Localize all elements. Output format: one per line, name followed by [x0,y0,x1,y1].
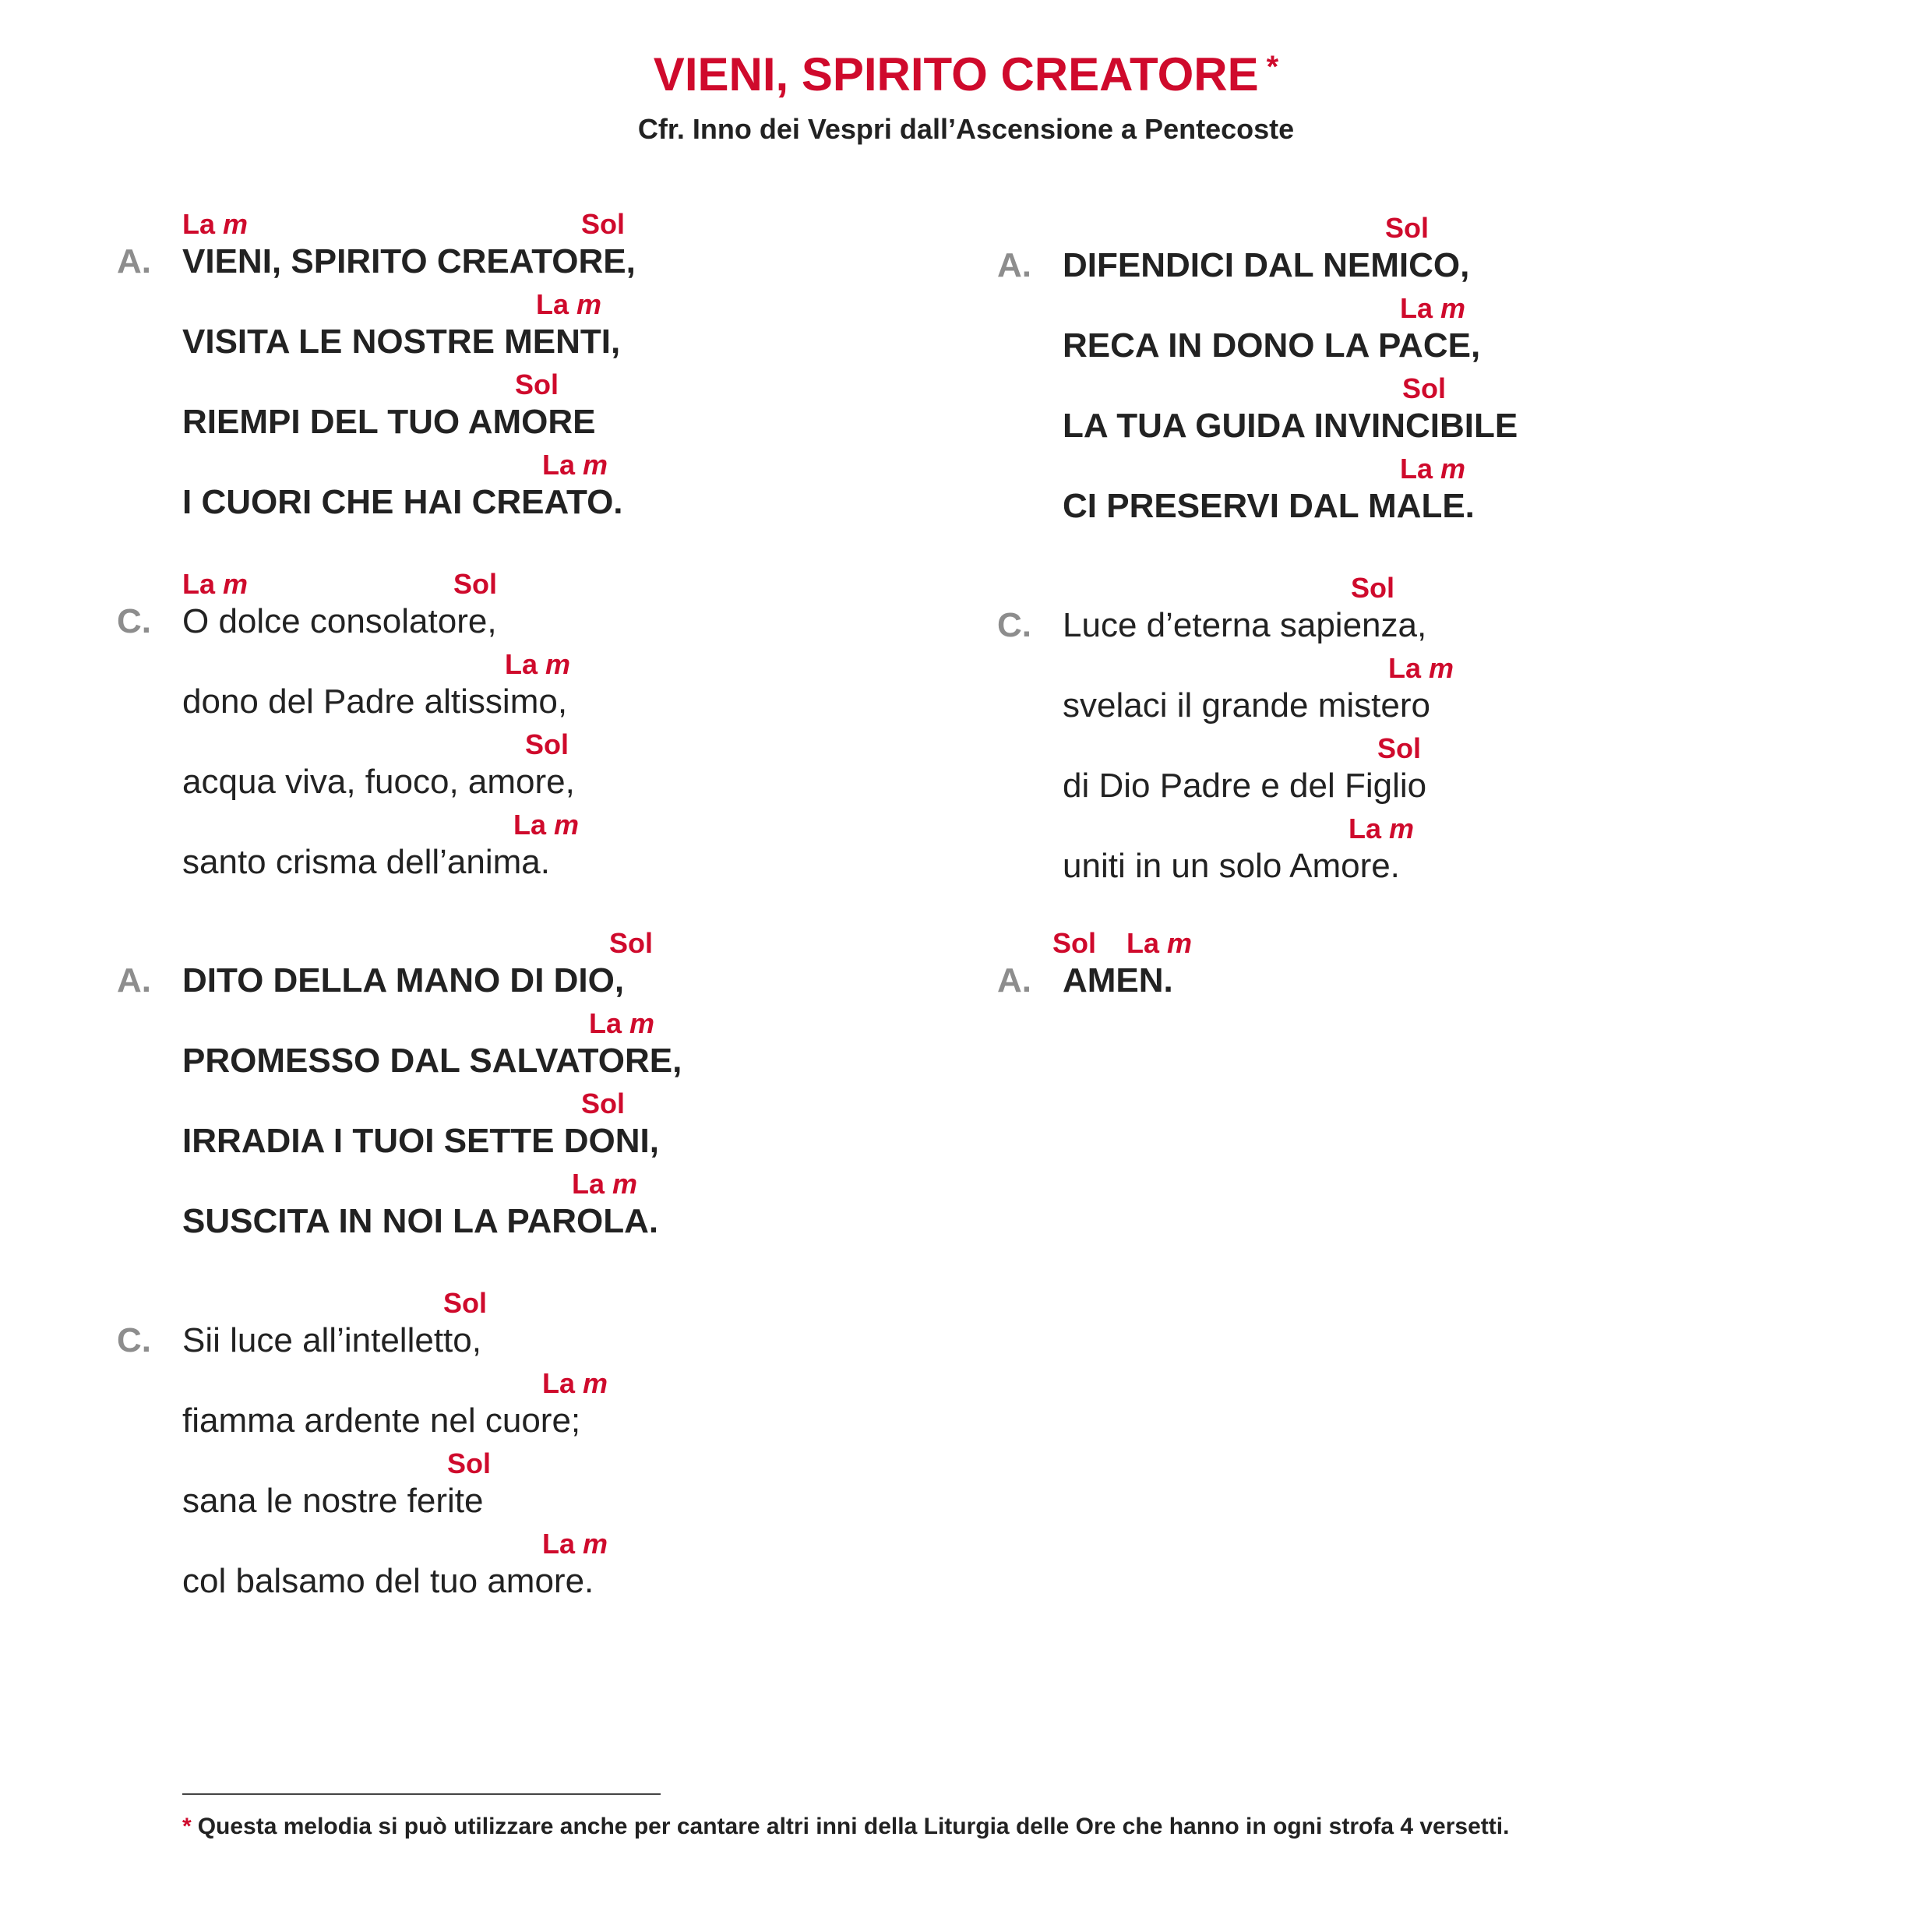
chord-root: La [513,809,547,841]
chord-label [1402,372,1447,404]
chord-root: La [182,208,216,240]
chord-mode: m [1389,813,1415,844]
lyric-text: acqua viva, fuoco, amore, [182,763,575,801]
chord-label [182,210,248,238]
chord-root: Sol [525,728,569,760]
speaker-label: C. [117,602,151,640]
chord-root: Sol [453,568,498,600]
chord-label [1349,815,1414,843]
chord-root: Sol [1385,212,1430,244]
chord-mode: m [1440,453,1466,485]
chord-label [447,1447,492,1479]
chord-mode: m [1440,292,1466,324]
footnote [182,1815,1509,1839]
lyric-text: RIEMPI DEL TUO AMORE [182,403,596,441]
chord-label [609,929,653,957]
chord-root: La [182,568,216,600]
chord-mode: m [583,449,608,481]
lyric-text: VIENI, SPIRITO CREATORE, [182,242,636,280]
speaker-label: A. [117,242,151,280]
chord-label [1126,929,1192,957]
lyric-text: IRRADIA I TUOI SETTE DONI, [182,1122,659,1160]
chord-label [572,1170,637,1198]
lyric-text: PROMESSO DAL SALVATORE, [182,1042,682,1080]
chord-mode: m [223,568,249,600]
chord-label [542,1530,608,1558]
speaker-label: A. [117,961,151,999]
chord-label [525,728,569,760]
chord-root: Sol [1402,372,1447,404]
chord-root: La [1349,813,1382,844]
footnote-mark: * [182,1814,192,1839]
chord-root: La [1400,453,1433,485]
chord-mode: m [1429,652,1454,684]
speaker-label: A. [997,246,1031,284]
chord-label [589,1007,655,1039]
chord-root: La [536,288,569,320]
page-title [0,48,1932,100]
chord-root: Sol [447,1447,492,1479]
chord-label [536,288,602,320]
lyric-text: I CUORI CHE HAI CREATO. [182,483,623,521]
speaker-label: C. [997,606,1031,644]
lyric-text: di Dio Padre e del Figlio [1063,767,1427,805]
chord-root: Sol [1351,572,1395,604]
lyric-text: dono del Padre altissimo, [182,682,568,721]
chord-label [1052,929,1096,957]
speaker-label: C. [117,1321,151,1359]
chord-mode: m [545,648,571,680]
chord-mode: m [612,1168,638,1200]
chord-label [182,570,248,598]
lyric-text: AMEN. [1063,961,1173,999]
chord-root: La [572,1168,605,1200]
lyric-text: uniti in un solo Amore. [1063,847,1400,885]
chord-root: La [1400,292,1433,324]
lyric-text: RECA IN DONO LA PACE, [1063,326,1481,365]
chord-mode: m [583,1367,608,1399]
lyric-text: fiamma ardente nel cuore; [182,1401,581,1440]
chord-root: Sol [581,1088,626,1119]
lyric-text: CI PRESERVI DAL MALE. [1063,487,1475,525]
lyric-text: O dolce consolatore, [182,602,497,640]
lyric-text: col balsamo del tuo amore. [182,1562,594,1600]
lyric-text: svelaci il grande mistero [1063,686,1430,724]
speaker-label: A. [997,961,1031,999]
chord-mode: m [1167,927,1193,959]
chord-label [1377,732,1422,764]
lyric-text: santo crisma dell’anima. [182,843,550,881]
chord-label [513,811,579,839]
chord-root: La [542,1367,576,1399]
page-subtitle: Cfr. Inno dei Vespri dall’Ascensione a Pentecoste [637,113,1295,145]
chord-root: La [1388,652,1422,684]
chord-mode: m [554,809,580,841]
chord-mode: m [223,208,249,240]
lyric-text: SUSCITA IN NOI LA PAROLA. [182,1202,659,1240]
chord-label [515,368,559,400]
chord-label [1400,294,1465,323]
lyric-text: LA TUA GUIDA INVINCIBILE [1063,407,1518,445]
chord-root: Sol [1052,927,1097,959]
chord-label [443,1289,487,1317]
chord-root: La [542,449,576,481]
lyric-text: Sii luce all’intelletto, [182,1321,481,1359]
chord-label [1400,455,1465,483]
chord-mode: m [576,288,602,320]
lyric-text: sana le nostre ferite [182,1482,484,1520]
footnote-text: Questa melodia si può utilizzare anche per cantare altri inni della Liturgia delle Ore che hanno in ogni strofa 4 versetti. [197,1814,1510,1839]
chord-root: Sol [609,927,654,959]
chord-label [1351,574,1394,602]
chord-mode: m [583,1528,608,1560]
lyric-text: DITO DELLA MANO DI DIO, [182,961,625,999]
chord-root: La [1126,927,1160,959]
chord-root: Sol [581,208,626,240]
chord-root: La [542,1528,576,1560]
chord-label [542,1367,608,1399]
chord-root: La [589,1007,622,1039]
lyric-text: VISITA LE NOSTRE MENTI, [182,323,621,361]
chord-label [1388,654,1454,682]
chord-label [581,1090,625,1118]
lyric-text: Luce d’eterna sapienza, [1063,606,1427,644]
chord-root: Sol [443,1287,488,1319]
title-text: VIENI, SPIRITO CREATORE [653,48,1259,100]
chord-root: La [505,648,538,680]
chord-label [1385,214,1429,242]
chord-mode: m [629,1007,655,1039]
footnote-divider [182,1793,661,1795]
chord-root: Sol [1377,732,1422,764]
chord-label [581,210,625,238]
title-footnote-mark: * [1266,50,1279,84]
lyric-text: DIFENDICI DAL NEMICO, [1063,246,1470,284]
chord-root: Sol [515,368,559,400]
chord-label [505,650,570,679]
chord-label [542,451,608,479]
chord-label [453,570,497,598]
